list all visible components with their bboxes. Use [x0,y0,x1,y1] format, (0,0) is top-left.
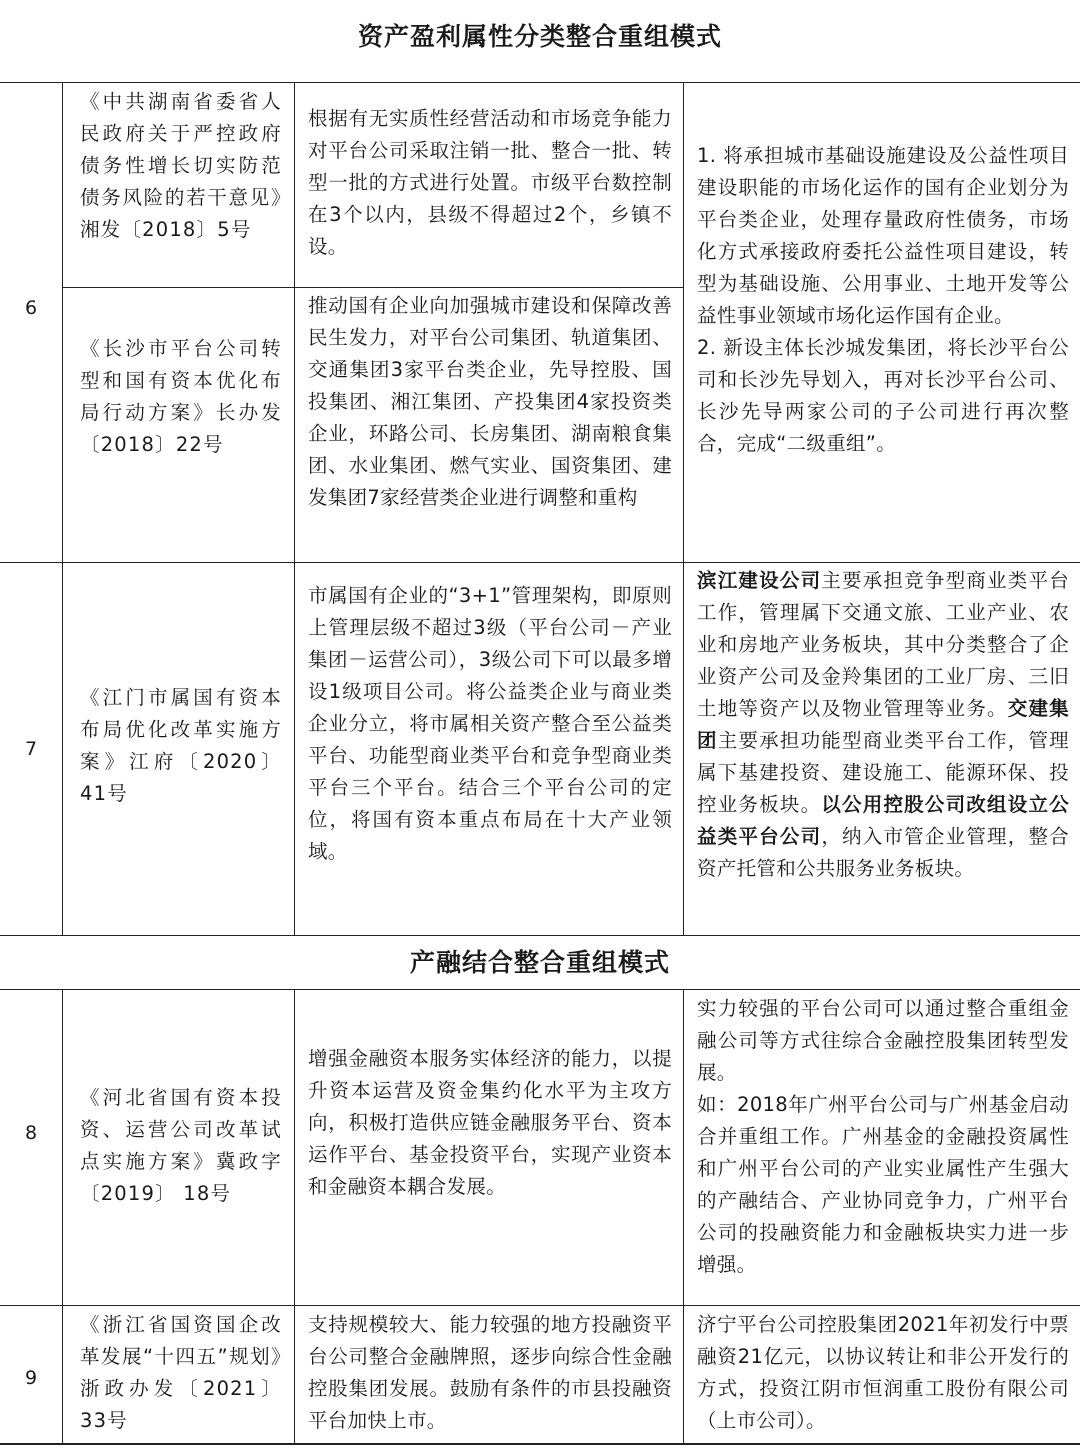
policy-document: 《浙江省国资国企改革发展“十四五”规划》浙政办发〔2021〕33号 [80,1313,282,1432]
policy-document: 《河北省国有资本投资、运营公司改革试点实施方案》冀政字〔2019〕 18号 [80,1086,282,1205]
policy-document: 《江门市属国有资本布局优化改革实施方案》江府〔2020〕41号 [80,686,282,805]
case-paragraph [697,565,1069,885]
case-paragraph: 如：2018年广州平台公司与广州基金启动合并重组工作。广州基金的金融投资属性和广州平台公司的产业实业属性产生强大的产融结合、产业协同竞争力，广州平台公司的投融资能力和金融板块实力进一步增强。 [697,1093,1069,1276]
col-rule-3b [683,989,684,1445]
rule-row6-split [62,287,683,288]
case-content [697,565,1069,885]
policy-content: 推动国有企业向加强城市建设和保障改善民生发力，对平台公司集团、轨道集团、交通集团3家平台类企业，先导控股、国投集团、湘江集团、产投集团4家投资类企业，环路公司、长房集团、湖南粮食集团、水业集团、燃气实业、国资集团、建发集团7家经营类企业进行调整和重构 [308,294,672,509]
row-number: 6 [24,297,38,319]
col-rule-1b [62,989,63,1445]
col-rule-1a [62,82,63,935]
rule-bottom [0,1443,1080,1445]
row-number: 9 [24,1367,38,1389]
policy-content: 支持规模较大、能力较强的地方投融资平台公司整合金融牌照，逐步向综合性金融控股集团发展。鼓励有条件的市县投融资平台加快上市。 [308,1313,672,1432]
rule-top [0,82,1080,83]
policy-content: 市属国有企业的“3+1”管理架构，即原则上管理层级不超过3级（平台公司－产业集团－运营公司），3级公司下可以最多增设1级项目公司。将公益类企业与商业类企业分立，将市属相关资产整合至公益类平台、功能型商业类平台和竞争型商业类平台三个平台。结合三个平台公司的定位，将国有资本重点布局在十大产业领域。 [308,584,672,863]
policy-document: 《长沙市平台公司转型和国有资本优化布局行动方案》长办发〔2018〕22号 [80,337,282,456]
col-rule-3a [683,82,684,935]
case-text: 主要承担竞争型商业类平台工作，管理属下交通文旅、工业产业、农业和房地产业务板块，其中分类整合了企业资产公司及金羚集团的工业厂房、三旧土地等资产以及物业管理等业务。 [697,569,1069,720]
rule-section2-bottom [0,989,1080,990]
section-heading: 产融结合整合重组模式 [409,948,670,977]
case-content [697,140,1069,460]
row-number: 8 [24,1122,38,1144]
col-rule-2a [294,82,295,935]
case-paragraph: 1. 将承担城市基础设施建设及公益性项目建设职能的市场化运作的国有企业划分为平台类企业，处理存量政府性债务，市场化方式承接政府委托公益性项目建设，转型为基础设施、公用事业、土地开发等公益性事业领域市场化运作国有企业。 [697,144,1069,327]
case-text: 主要承担功能型商业类平台工作，管理属下基建投资、建设施工、能源环保、投控业务板块。 [697,729,1069,816]
policy-content: 根据有无实质性经营活动和市场竞争能力对平台公司采取注销一批、整合一批、转型一批的方式进行处置。市级平台数控制在3个以内，县级不得超过2个，乡镇不设。 [308,107,672,258]
rule-row8-bottom [0,1305,1080,1306]
policy-content: 增强金融资本服务实体经济的能力，以提升资本运营及资金集约化水平为主攻方向，积极打造供应链金融服务平台、资本运作平台、基金投资平台，实现产业资本和金融资本耦合发展。 [308,1047,672,1198]
company-name: 交建集团 [697,697,1069,752]
case-text: ，纳入市管企业管理，整合资产托管和公共服务业务板块。 [697,825,1069,880]
case-content: 济宁平台公司控股集团2021年初发行中票融资21亿元，以协议转让和非公开发行的方式，投资江阴市恒润重工股份有限公司（上市公司）。 [697,1313,1069,1432]
col-rule-2b [294,989,295,1445]
case-content [697,993,1069,1281]
case-highlight: 以公用控股公司改组设立公益类平台公司 [697,793,1069,848]
section-heading: 资产盈利属性分类整合重组模式 [357,22,722,51]
case-paragraph: 2. 新设主体长沙城发集团，将长沙平台公司和长沙先导划入，再对长沙平台公司、长沙先导两家公司的子公司进行再次整合，完成“二级重组”。 [697,336,1069,455]
rule-row7-bottom [0,935,1080,936]
case-paragraph: 实力较强的平台公司可以通过整合重组金融公司等方式往综合金融控股集团转型发展。 [697,997,1069,1084]
policy-document: 《中共湖南省委省人民政府关于严控政府债务性增长切实防范债务风险的若干意见》湘发〔2018〕5号 [80,90,282,241]
row-number: 7 [24,738,38,760]
rule-row6-bottom [0,562,1080,563]
company-name: 滨江建设公司 [697,569,822,592]
